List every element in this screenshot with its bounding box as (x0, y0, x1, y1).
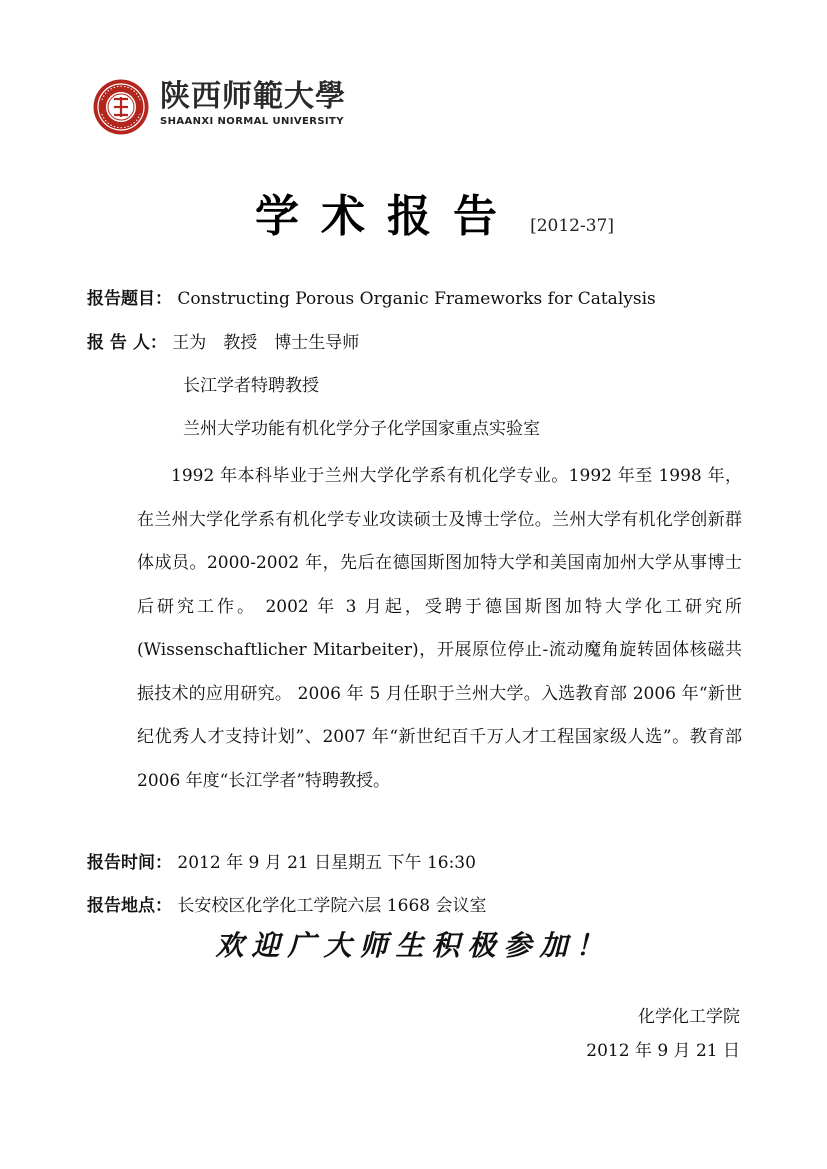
university-logo (92, 78, 346, 138)
place-line (87, 894, 486, 918)
report-title: 学术报告 (255, 191, 519, 242)
topic-value: Constructing Porous Organic Frameworks for Catalysis (177, 289, 656, 309)
speaker-affiliation: 兰州大学功能有机化学分子化学国家重点实验室 (183, 419, 540, 439)
speaker-bio (137, 455, 742, 803)
topic-line (87, 287, 656, 311)
university-seal-icon (92, 78, 150, 136)
time-value: 2012 年 9 月 21 日星期五 下午 16:30 (177, 853, 476, 873)
place-label: 报告地点： (87, 896, 172, 916)
speaker-title: 长江学者特聘教授 (183, 376, 319, 396)
bio-text: 1992 年本科毕业于兰州大学化学系有机化学专业。1992 年至 1998 年，在兰州大学化学系有机化学专业攻读硕士及博士学位。兰州大学有机化学创新群体成员。2000-2002 年，先后在德国斯图加特大学和美国南加州大学从事博士后研究工作。 2002 年 3 月起，受聘于德国斯图加特大学化工研究所(Wissenschaftlicher Mitarbeiter)，开展原位停止-流动魔角旋转固体核磁共振技术的应用研究。 2006 年 5 月任职于兰州大学。入选教育部 2006 年“新世纪优秀人才支持计划”、2007 年“新世纪百千万人才工程国家级人选”。教育部 2006 年度“长江学者”特聘教授。 (137, 466, 742, 791)
speaker-value: 王为 教授 博士生导师 (172, 333, 360, 353)
topic-label: 报告题目： (87, 289, 172, 309)
speaker-label: 报 告 人： (87, 333, 167, 353)
time-label: 报告时间： (87, 853, 172, 873)
report-title-row (255, 180, 614, 240)
place-value: 长安校区化学化工学院六层 1668 会议室 (177, 896, 487, 916)
report-code: [2012-37] (530, 216, 614, 236)
time-line (87, 851, 476, 875)
university-name-cn: 陕西师範大學 (160, 79, 346, 114)
organizer: 化学化工学院 (638, 1007, 740, 1027)
speaker-line (87, 331, 359, 355)
welcome-message: 欢迎广大师生积极参加！ (215, 929, 612, 962)
issue-date: 2012 年 9 月 21 日 (586, 1041, 740, 1061)
university-name-en: SHAANXI NORMAL UNIVERSITY (160, 116, 344, 127)
